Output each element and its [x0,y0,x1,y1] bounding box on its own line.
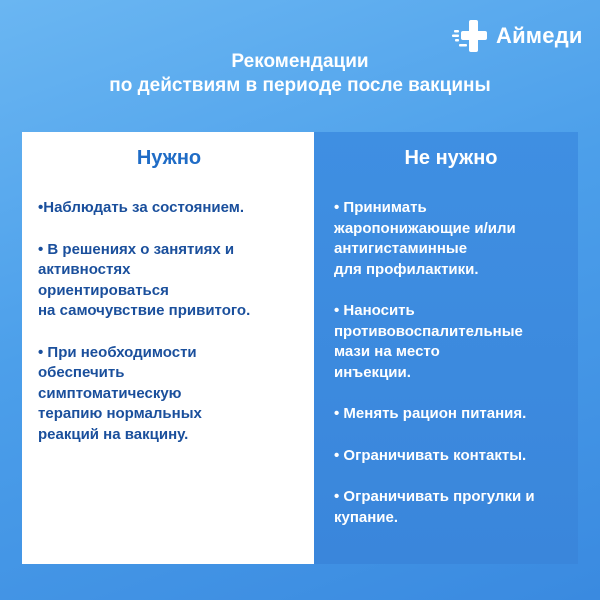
brand-logo [452,18,583,54]
dont-item: • Наносить противовоспалительные мази на место инъекции. [334,302,523,381]
column-dont [314,132,578,564]
column-do [22,132,314,564]
dont-item: • Менять рацион питания. [334,405,527,422]
do-item: • В решениях о занятиях и активностях ориентироваться на самочувствие привитого. [38,240,251,319]
brand-name: Аймеди [496,23,583,48]
dont-item: • Принимать жаропонижающие и/или антигистаминные для профилактики. [334,199,516,278]
dont-item: • Ограничивать контакты. [334,446,527,464]
do-item: •Наблюдать за состоянием. [38,199,245,216]
column-do-heading: Нужно [136,147,202,169]
recommendations-table [22,132,578,564]
medical-cross-icon [452,18,488,54]
title-line-1: Рекомендации [231,51,369,72]
column-dont-heading: Не нужно [404,147,498,169]
page-title [0,50,600,98]
title-line-2: по действиям в периоде после вакцины [109,75,491,96]
dont-item: • Ограничивать прогулки и купание. [334,488,535,526]
do-item: • При необходимости обеспечить симптоматическую терапию нормальных реакций на вакцину. [38,343,202,443]
